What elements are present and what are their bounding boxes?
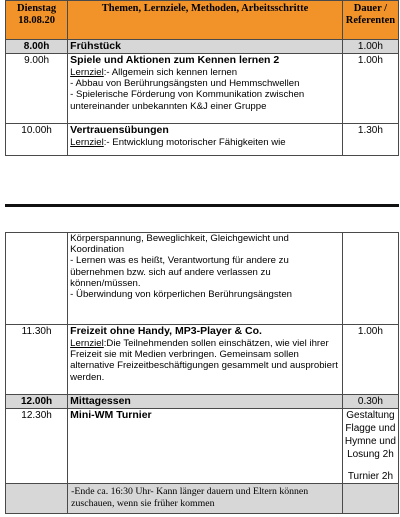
- schedule-table-bottom: [5, 232, 399, 514]
- table-row: [6, 409, 399, 484]
- row-time: 10.00h: [6, 124, 68, 156]
- row-duration: Gestaltung Flagge und Hymne und Losung 2h: [344, 410, 396, 460]
- table-row: [6, 124, 399, 156]
- goal-label: Lernziel: [70, 137, 104, 148]
- row-title: Frühstück: [70, 40, 121, 52]
- table-row: [6, 40, 399, 54]
- goal-line: - Spielerische Förderung von Kommunikation zwischen untereinander unbekannten K&J einer Gruppe: [70, 89, 305, 112]
- goal-text: :- Entwicklung motorischer Fähigkeiten wie: [103, 137, 286, 148]
- row-time: 12.30h: [6, 409, 68, 484]
- table-header-row: [6, 1, 399, 40]
- goal-line: - Lernen was es heißt, Verantwortung für andere zu übernehmen bzw. sich auf andere verlassen zu können/müssen.: [70, 255, 289, 289]
- row-title: Mini-WM Turnier: [70, 409, 152, 421]
- goal-text: :- Allgemein sich kennen lernen: [103, 67, 238, 78]
- schedule-table-top: [5, 0, 399, 156]
- table-row: [6, 325, 399, 395]
- goal-line: Körperspannung, Beweglichkeit, Gleichgewicht und Koordination: [70, 233, 289, 256]
- row-title: Freizeit ohne Handy, MP3-Player & Co.: [70, 325, 262, 337]
- header-day: Dienstag: [17, 3, 57, 14]
- row-time: 8.00h: [6, 40, 68, 54]
- page-break-divider: [5, 204, 399, 207]
- row-time: 9.00h: [6, 54, 68, 124]
- goal-label: Lernziel: [70, 67, 104, 78]
- row-title: Spiele und Aktionen zum Kennen lernen 2: [70, 54, 280, 66]
- goal-line: - Abbau von Berührungsängsten und Hemmschwellen: [70, 78, 300, 90]
- row-duration: 1.00h: [342, 325, 398, 395]
- table-row: [6, 54, 399, 124]
- end-note: -Ende ca. 16:30 Uhr- Kann länger dauern und Eltern können zuschauen, wenn sie früher kommen: [68, 484, 343, 514]
- row-title: Vertrauensübungen: [70, 124, 169, 136]
- header-topic: Themen, Lernziele, Methoden, Arbeitsschritte: [68, 1, 343, 40]
- header-day-cell: [6, 1, 68, 40]
- header-duration: Dauer / Referenten: [342, 1, 398, 40]
- goal-line: - Überwindung von körperlichen Berührungsängsten: [70, 289, 293, 301]
- table-row: [6, 395, 399, 409]
- row-title: Mittagessen: [70, 395, 131, 407]
- goal-label: Lernziel: [70, 338, 104, 349]
- goal-text: :Die Teilnehmenden sollen einschätzen, wie viel ihrer Freizeit sie mit Medien verbringen. Gemeinsam sollen alternative Freizeitbeschäftigungen gesammelt und ausprobiert werden.: [70, 338, 338, 383]
- row-duration: 0.30h: [342, 395, 398, 409]
- row-time: 11.30h: [6, 325, 68, 395]
- table-row: [6, 233, 399, 325]
- header-date: 18.08.20: [18, 15, 55, 26]
- row-duration: 1.30h: [342, 124, 398, 156]
- row-time: 12.00h: [6, 395, 68, 409]
- row-duration: 1.00h: [342, 54, 398, 124]
- row-duration: 1.00h: [342, 40, 398, 54]
- row-duration: Turnier 2h: [347, 471, 394, 482]
- table-row: [6, 484, 399, 514]
